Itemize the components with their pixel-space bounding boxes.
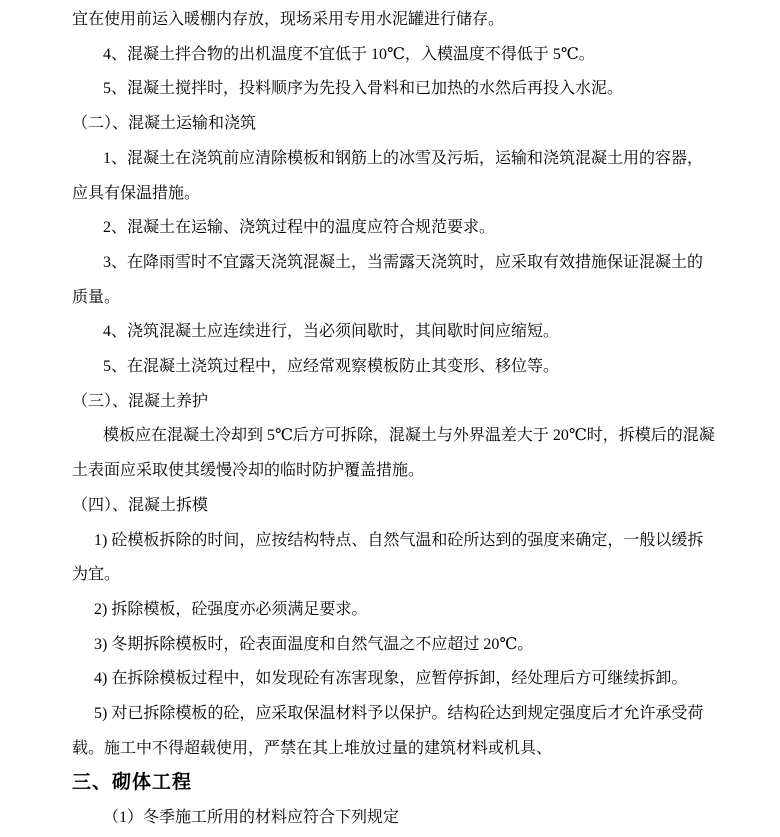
list-item-5-observe-formwork: 5、在混凝土浇筑过程中，应经常观察模板防止其变形、移位等。 [103,358,560,376]
paragraph-continuation-suitable: 为宜。 [72,566,121,584]
list-item-2-temperature-spec: 2、混凝土在运输、浇筑过程中的温度应符合规范要求。 [103,219,496,237]
paragraph-continuation-quality: 质量。 [72,288,121,306]
list-item-1-clean-ice-snow: 1、混凝土在浇筑前应清除模板和钢筋上的冰雪及污垢，运输和浇筑混凝土用的容器， [103,149,704,167]
list-item-4-frost-damage: 4) 在拆除模板过程中，如发现砼有冻害现象，应暂停拆卸，经处理后方可继续拆卸。 [94,670,688,688]
list-item-4-mix-exit-temperature: 4、混凝土拌合物的出机温度不宜低于 10℃，入模温度不得低于 5℃。 [103,45,595,63]
subsection-heading-transport-pouring: （二）、混凝土运输和浇筑 [72,115,257,133]
chapter-heading-masonry-works: 三、砌体工程 [72,772,193,794]
paragraph-continuation-insulation: 应具有保温措施。 [72,184,201,202]
list-item-1-winter-materials: （1）冬季施工所用的材料应符合下列规定 [103,809,400,827]
list-item-3-rain-snow-pouring: 3、在降雨雪时不宜露天浇筑混凝土，当需露天浇筑时，应采取有效措施保证混凝土的 [103,253,704,271]
subsection-heading-form-stripping: （四）、混凝土拆模 [72,496,209,514]
list-item-3-winter-stripping-temp: 3) 冬期拆除模板时，砼表面温度和自然气温之不应超过 20℃。 [94,635,534,653]
paragraph-continuation-no-overload: 载。施工中不得超载使用，严禁在其上堆放过量的建筑材料或机具、 [72,739,553,757]
list-item-5-insulation-protection: 5) 对已拆除模板的砼，应采取保温材料予以保护。结构砼达到规定强度后才允许承受荷 [94,705,704,723]
paragraph-formwork-removal-temperature: 模板应在混凝土冷却到 5℃后方可拆除，混凝土与外界温差大于 20℃时，拆模后的混凝 [103,427,715,445]
list-item-5-mixing-order: 5、混凝土搅拌时，投料顺序为先投入骨料和已加热的水然后再投入水泥。 [103,80,624,98]
list-item-1-stripping-time: 1) 砼模板拆除的时间，应按结构特点、自然气温和砼所达到的强度来确定，一般以缓拆 [94,531,704,549]
list-item-4-continuous-pouring: 4、浇筑混凝土应连续进行，当必须间歇时，其间歇时间应缩短。 [103,323,560,341]
paragraph-continuation-protective-cover: 土表面应采取使其缓慢冷却的临时防护覆盖措施。 [72,462,425,480]
subsection-heading-curing: （三）、混凝土养护 [72,392,209,410]
list-item-2-strength-requirement: 2) 拆除模板，砼强度亦必须满足要求。 [94,600,368,618]
paragraph-cement-storage: 宜在使用前运入暖棚内存放，现场采用专用水泥罐进行储存。 [72,11,505,28]
